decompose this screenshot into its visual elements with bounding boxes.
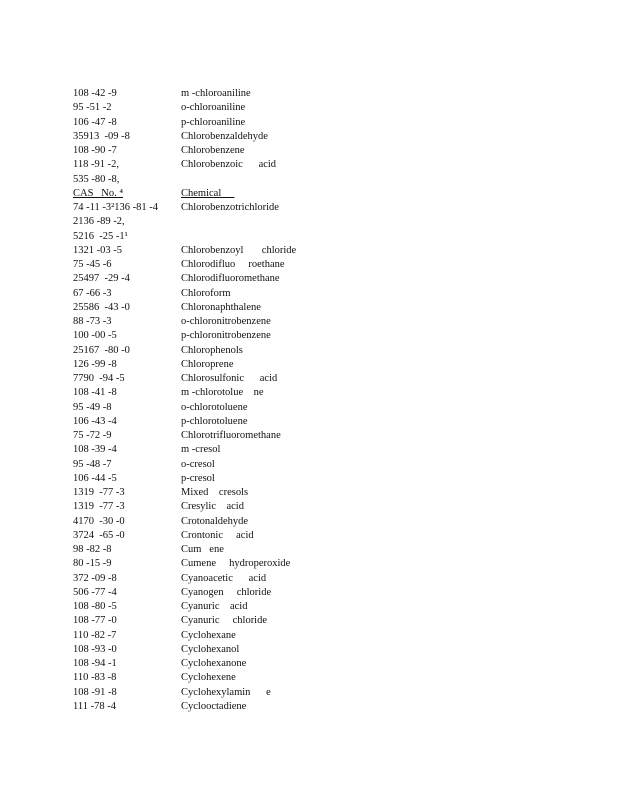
cas-number: 108 -77 -0: [73, 615, 117, 627]
cas-number: 98 -82 -8: [73, 544, 112, 555]
list-item: [73, 629, 553, 643]
list-item: [73, 671, 553, 685]
list-item: [73, 173, 553, 187]
chemical-name: Chlorophenols: [181, 344, 243, 356]
cas-number-header: CAS No. ⁴: [73, 187, 124, 199]
list-item: [73, 158, 553, 172]
chemical-name: Chlorobenzotrichloride: [181, 202, 279, 213]
chemical-name: Chlorodifluo roethane: [181, 259, 285, 270]
list-item: [73, 515, 553, 529]
list-item: [73, 557, 553, 571]
list-item: [73, 344, 553, 358]
chemical-name: o-chloroaniline: [181, 102, 246, 114]
cas-number: 1321 -03 -5: [73, 244, 122, 256]
chemical-name: p-chloronitrobenzene: [181, 330, 271, 342]
cas-number: 1319 -77 -3: [73, 501, 125, 513]
list-item: [73, 415, 553, 429]
list-item: [73, 244, 553, 258]
cas-number: 535 -80 -8,: [73, 173, 120, 185]
list-item: [73, 443, 553, 457]
list-item: [73, 287, 553, 301]
list-item: [73, 87, 553, 101]
list-item: [73, 614, 553, 628]
cas-number: 80 -15 -9: [73, 558, 112, 570]
list-item: [73, 586, 553, 600]
chemical-name: Cyclooctadiene: [181, 700, 247, 712]
list-item: [73, 529, 553, 543]
cas-number: 108 -42 -9: [73, 88, 117, 99]
chemical-name: Cyanuric chloride: [181, 615, 268, 627]
list-item: [73, 116, 553, 130]
cas-number: 4170 -30 -0: [73, 515, 125, 527]
list-item: [73, 700, 553, 714]
cas-number: 74 -11 -3²136 -81 -4: [73, 202, 158, 213]
chemical-name: Cyanoacetic acid: [181, 572, 267, 584]
chemical-name: p-chlorotoluene: [181, 415, 248, 427]
cas-number: 110 -83 -8: [73, 672, 117, 684]
list-item: [73, 472, 553, 486]
cas-number: 108 -41 -8: [73, 387, 117, 399]
chemical-name: Cyclohexanol: [181, 643, 240, 655]
cas-number: 95 -48 -7: [73, 458, 112, 470]
chemical-name: Crontonic acid: [181, 529, 254, 541]
cas-number: 506 -77 -4: [73, 586, 117, 598]
chemical-name: Cyclohexene: [181, 672, 236, 684]
cas-number: 126 -99 -8: [73, 358, 117, 370]
cas-number: 25586 -43 -0: [73, 301, 130, 313]
chemical-name: Cyanogen chloride: [181, 586, 272, 598]
list-item: [73, 230, 553, 244]
list-item: [73, 201, 553, 215]
cas-number: 108 -94 -1: [73, 658, 117, 669]
chemical-name: Chlorobenzaldehyde: [181, 130, 268, 142]
cas-number: 110 -82 -7: [73, 629, 117, 641]
list-item: [73, 600, 553, 614]
cas-number: 75 -45 -6: [73, 259, 112, 270]
cas-number: 108 -90 -7: [73, 145, 117, 156]
cas-number: 35913 -09 -8: [73, 130, 130, 142]
list-item: [73, 429, 553, 443]
list-item: [73, 101, 553, 115]
column-header-row: [73, 187, 553, 201]
chemical-name: Chlorosulfonic acid: [181, 373, 278, 384]
cas-number: 108 -91 -8: [73, 686, 117, 698]
chemical-name: o-chlorotoluene: [181, 401, 248, 413]
chemical-header: Chemical: [181, 187, 235, 199]
list-item: [73, 500, 553, 514]
list-item: [73, 144, 553, 158]
cas-number: 100 -00 -5: [73, 330, 117, 342]
chemical-name: Cyanuric acid: [181, 601, 248, 612]
list-item: [73, 372, 553, 386]
chemical-name: Cumene hydroperoxide: [181, 558, 291, 570]
chemical-name: Crotonaldehyde: [181, 515, 249, 527]
cas-number: 95 -49 -8: [73, 401, 112, 413]
chemical-name: Chlorobenzoic acid: [181, 159, 277, 171]
chemical-name: Mixed cresols: [181, 487, 249, 498]
chemical-name: Chlorobenzoyl chloride: [181, 244, 297, 256]
cas-number: 111 -78 -4: [73, 700, 116, 712]
cas-number: 108 -80 -5: [73, 601, 117, 612]
list-item: [73, 386, 553, 400]
list-item: [73, 643, 553, 657]
chemical-name: Cyclohexylamin e: [181, 686, 271, 698]
list-item: [73, 572, 553, 586]
cas-number: 106 -47 -8: [73, 116, 117, 128]
list-item: [73, 458, 553, 472]
chemical-name: Cresylic acid: [181, 501, 244, 513]
cas-number: 67 -66 -3: [73, 287, 112, 299]
list-item: [73, 358, 553, 372]
cas-number: 95 -51 -2: [73, 102, 112, 114]
chemical-name: Chlorodifluoromethane: [181, 273, 280, 285]
chemical-name: Chloroprene: [181, 358, 234, 370]
chemical-name: Chlorotrifluoromethane: [181, 430, 281, 441]
list-item: [73, 657, 553, 671]
chemical-name: m -chloroaniline: [181, 88, 251, 99]
list-item: [73, 301, 553, 315]
cas-number: 108 -39 -4: [73, 444, 117, 456]
cas-number: 25167 -80 -0: [73, 344, 130, 356]
list-item: [73, 130, 553, 144]
chemical-name: Cum ene: [181, 544, 224, 555]
list-item: [73, 272, 553, 286]
list-item: [73, 543, 553, 557]
list-item: [73, 258, 553, 272]
chemical-name: Chloronaphthalene: [181, 301, 261, 313]
cas-number: 75 -72 -9: [73, 430, 112, 441]
chemical-name: Cyclohexanone: [181, 658, 247, 669]
chemical-name: o-cresol: [181, 458, 215, 470]
cas-number: 7790 -94 -5: [73, 373, 125, 384]
chemical-name: p-cresol: [181, 472, 215, 484]
cas-number: 106 -43 -4: [73, 415, 117, 427]
list-item: [73, 686, 553, 700]
list-item: [73, 401, 553, 415]
chemical-name: m -cresol: [181, 444, 221, 456]
cas-number: 1319 -77 -3: [73, 487, 125, 498]
cas-number: 106 -44 -5: [73, 472, 117, 484]
chemical-name: Chlorobenzene: [181, 145, 245, 156]
list-item: [73, 315, 553, 329]
chemical-name: o-chloronitrobenzene: [181, 316, 271, 327]
chemical-name: Chloroform: [181, 287, 231, 299]
cas-number: 108 -93 -0: [73, 643, 117, 655]
cas-number: 118 -91 -2,: [73, 159, 119, 171]
chemical-name: Cyclohexane: [181, 629, 236, 641]
list-item: [73, 486, 553, 500]
cas-number: 88 -73 -3: [73, 316, 112, 327]
cas-number: 3724 -65 -0: [73, 529, 125, 541]
chemical-name: p-chloroaniline: [181, 116, 246, 128]
cas-number: 5216 -25 -1¹: [73, 230, 128, 242]
list-item: [73, 329, 553, 343]
cas-number: 2136 -89 -2,: [73, 216, 125, 228]
list-item: [73, 215, 553, 229]
cas-number: 372 -09 -8: [73, 572, 117, 584]
chemical-name: m -chlorotolue ne: [181, 387, 264, 399]
chemical-list: [73, 87, 553, 714]
cas-number: 25497 -29 -4: [73, 273, 130, 285]
